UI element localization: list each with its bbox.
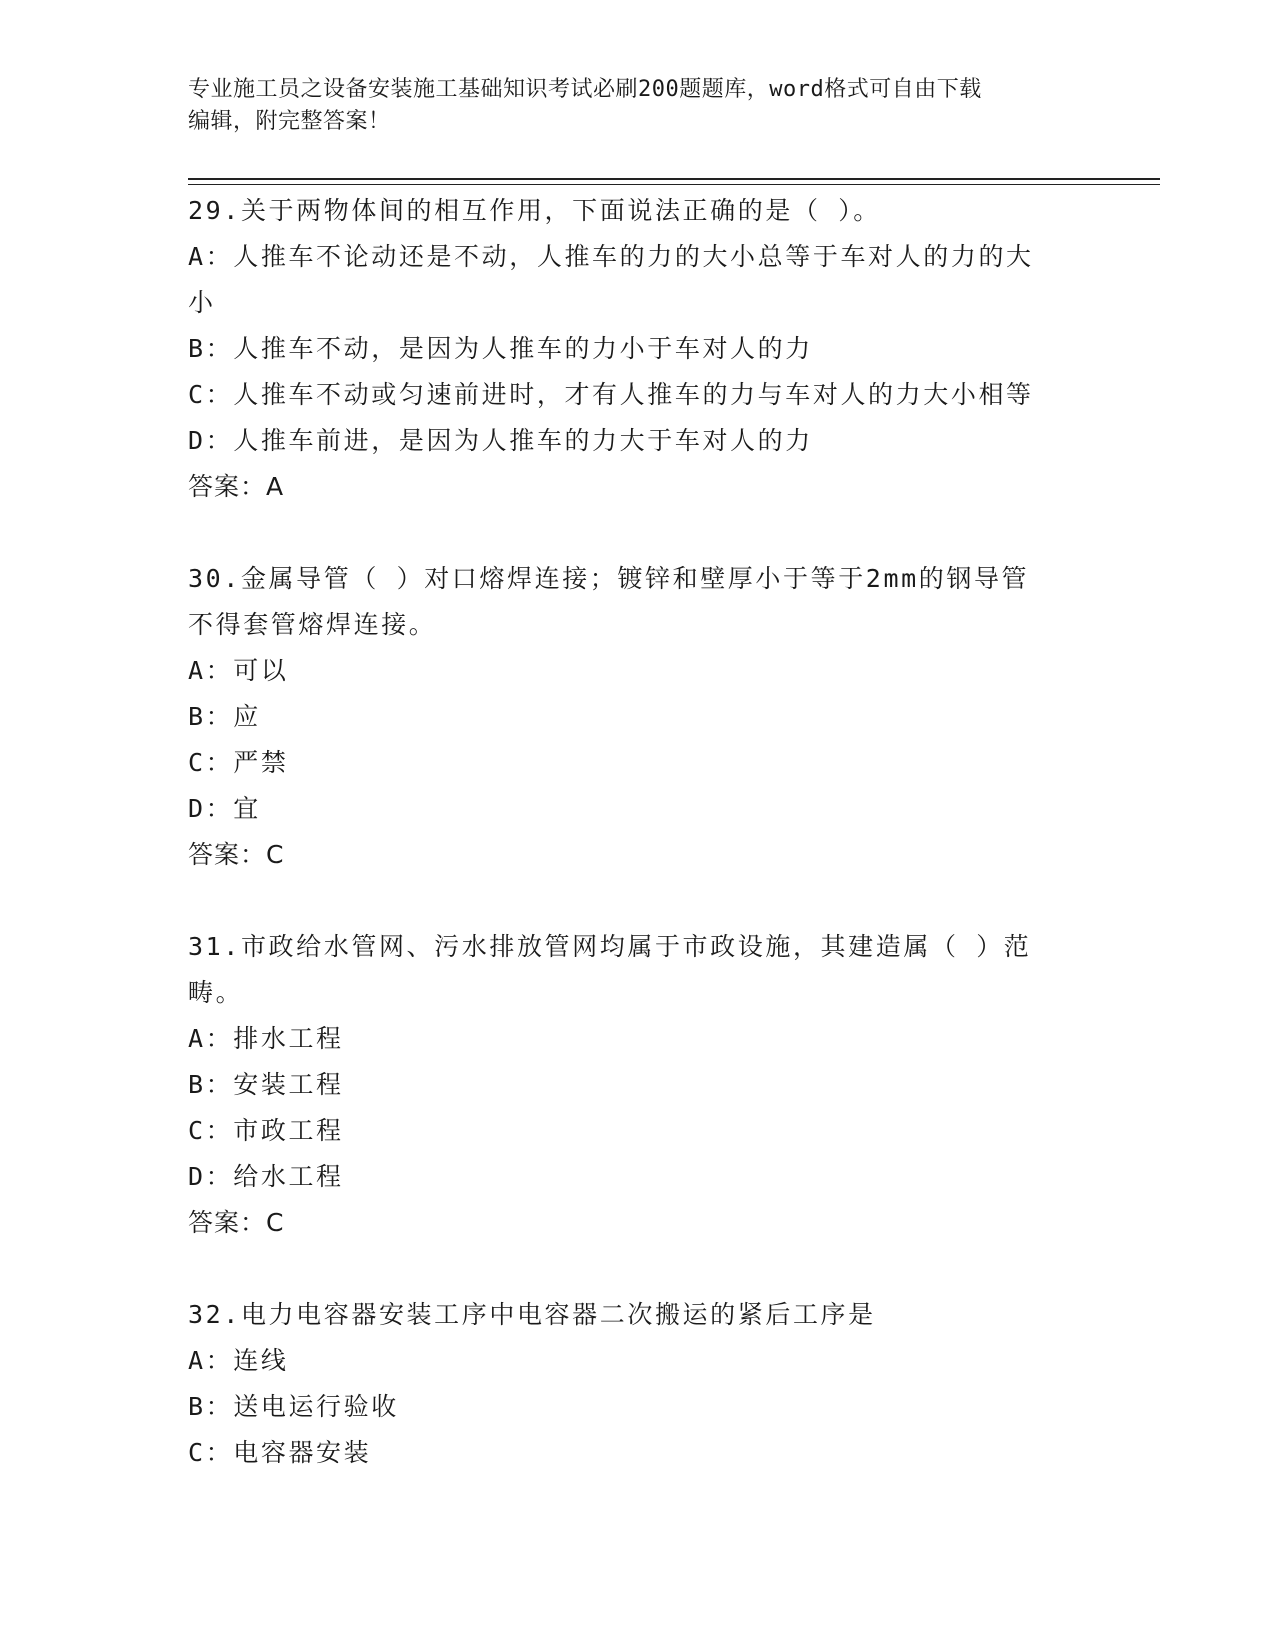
option-c: C：人推车不动或匀速前进时，才有人推车的力与车对人的力大小相等 [188,380,1034,409]
question-spacer [188,1246,1088,1292]
answer: 答案：A [188,472,285,501]
option-b: B：应 [188,702,261,731]
option-a: A：人推车不论动还是不动，人推车的力的大小总等于车对人的力的大 [188,242,1034,271]
option-d: D：给水工程 [188,1162,344,1191]
option-c: C：严禁 [188,748,289,777]
option-b: B：安装工程 [188,1070,344,1099]
question-stem: 31.市政给水管网、污水排放管网均属于市政设施，其建造属（ ）范 [188,932,1032,961]
question-30 [188,556,1088,878]
option-a-continued: 小 [188,288,216,317]
option-b: B：送电运行验收 [188,1392,399,1421]
option-b: B：人推车不动，是因为人推车的力小于车对人的力 [188,334,813,363]
option-a: A：连线 [188,1346,289,1375]
question-spacer [188,510,1088,556]
header-line-2: 编辑，附完整答案！ [188,109,391,134]
answer: 答案：C [188,840,285,869]
option-a: A：可以 [188,656,289,685]
option-c: C：市政工程 [188,1116,344,1145]
question-list [188,188,1088,1476]
header-divider-thin [188,184,1160,185]
question-31 [188,924,1088,1246]
option-d: D：宜 [188,794,261,823]
question-32 [188,1292,1088,1476]
answer: 答案：C [188,1208,285,1237]
option-d: D：人推车前进，是因为人推车的力大于车对人的力 [188,426,813,455]
question-29 [188,188,1088,510]
header-line-1: 专业施工员之设备安装施工基础知识考试必刷200题题库，word格式可自由下载 [188,77,982,102]
document-header [188,74,1088,138]
question-stem-continued: 不得套管熔焊连接。 [188,610,437,639]
header-divider-thick [188,178,1160,180]
question-stem: 32.电力电容器安装工序中电容器二次搬运的紧后工序是 [188,1300,876,1329]
question-stem: 29.关于两物体间的相互作用，下面说法正确的是（ ）。 [188,196,881,225]
option-a: A：排水工程 [188,1024,344,1053]
question-spacer [188,878,1088,924]
question-stem-continued: 畴。 [188,978,244,1007]
question-stem: 30.金属导管（ ）对口熔焊连接；镀锌和壁厚小于等于2mm的钢导管 [188,564,1030,593]
option-c: C：电容器安装 [188,1438,372,1467]
